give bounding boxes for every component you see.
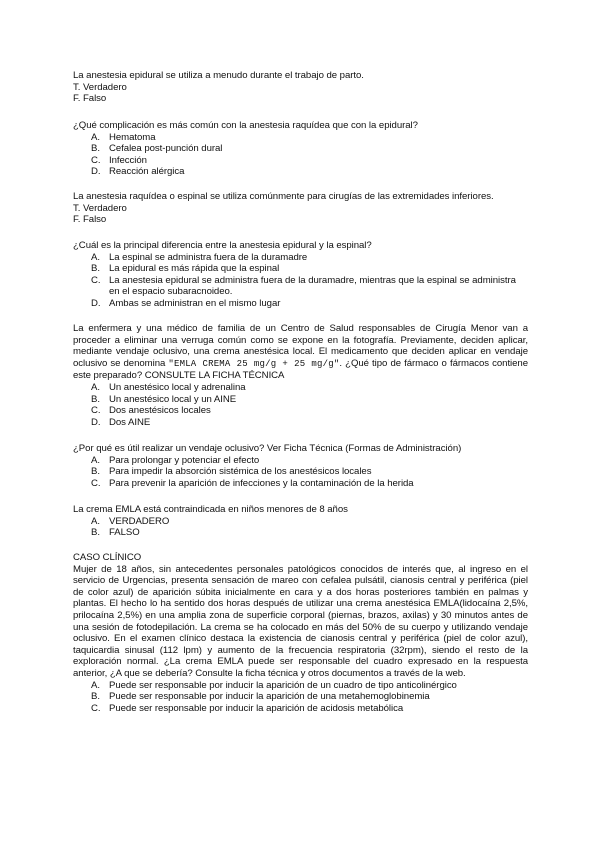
question-text: La anestesia epidural se utiliza a menudo durante el trabajo de parto. xyxy=(73,70,364,81)
option-item xyxy=(73,252,528,264)
option-letter: C. xyxy=(91,405,101,417)
option-item xyxy=(73,155,528,167)
question-text: La anestesia raquídea o espinal se utiliza comúnmente para cirugías de las extremidades inferiores. xyxy=(73,191,494,202)
option-item xyxy=(73,466,528,478)
option-letter: A. xyxy=(91,381,100,393)
option-letter: B. xyxy=(91,263,100,275)
question-3 xyxy=(73,191,528,226)
option-letter: B. xyxy=(91,527,100,539)
option-text: Un anestésico local y adrenalina xyxy=(109,381,246,393)
case-heading: CASO CLÍNICO xyxy=(73,552,142,563)
option-text: Cefalea post-punción dural xyxy=(109,143,223,155)
question-4 xyxy=(73,240,528,310)
option-item xyxy=(73,478,528,490)
option-text: Un anestésico local y un AINE xyxy=(109,393,237,405)
option-item xyxy=(73,166,528,178)
question-6 xyxy=(73,443,528,489)
option-letter: A. xyxy=(91,679,100,691)
option-letter: B. xyxy=(91,691,100,703)
option-true: T. Verdadero xyxy=(73,81,127,93)
option-text: Puede ser responsable por inducir la aparición de un cuadro de tipo anticolinérgico xyxy=(109,679,457,691)
option-list xyxy=(73,382,528,428)
option-text: VERDADERO xyxy=(109,515,170,527)
option-text: Puede ser responsable por inducir la aparición de una metahemoglobinemia xyxy=(109,691,430,703)
option-letter: C. xyxy=(91,274,101,286)
option-text: La anestesia epidural se administra fuera de la duramadre, mientras que la espinal se administra en el espacio subaracnoideo. xyxy=(109,274,516,298)
option-true: T. Verdadero xyxy=(73,202,127,214)
option-text: La espinal se administra fuera de la duramadre xyxy=(109,251,308,263)
option-list xyxy=(73,252,528,310)
option-text: FALSO xyxy=(109,527,140,539)
question-5 xyxy=(73,323,528,428)
drug-name: "EMLA CREMA 25 mg/g + 25 mg/g" xyxy=(168,358,340,369)
option-letter: B. xyxy=(91,466,100,478)
option-item xyxy=(73,298,528,310)
option-list xyxy=(73,516,528,539)
option-text: Ambas se administran en el mismo lugar xyxy=(109,297,281,309)
option-text: Infección xyxy=(109,154,147,166)
option-list xyxy=(73,132,528,178)
clinical-case xyxy=(73,552,528,714)
question-text: La crema EMLA está contraindicada en niños menores de 8 años xyxy=(73,504,348,515)
option-text: Dos AINE xyxy=(109,416,151,428)
option-text: Reacción alérgica xyxy=(109,166,185,178)
option-item xyxy=(73,143,528,155)
option-list xyxy=(73,455,528,490)
question-7 xyxy=(73,504,528,539)
question-text-part-1: La enfermera y una médico de familia de un Centro de Salud responsables de Cirugía Menor van a proceder a eliminar una verruga común como se expone en la fotografía. Previamente, deciden aplicar, mediante vendaje oclusivo, una crema anestésica local. El medicamento que deciden aplicar en vendaje oclusivo se denomina xyxy=(73,323,528,369)
option-letter: A. xyxy=(91,454,100,466)
option-letter: B. xyxy=(91,393,100,405)
option-item xyxy=(73,394,528,406)
option-false: F. Falso xyxy=(73,93,107,105)
question-text: ¿Cuál es la principal diferencia entre la anestesia epidural y la espinal? xyxy=(73,240,372,251)
option-text: Para prevenir la aparición de infecciones y la contaminación de la herida xyxy=(109,477,414,489)
option-text: Puede ser responsable por inducir la aparición de acidosis metabólica xyxy=(109,702,404,714)
option-item xyxy=(73,417,528,429)
option-item xyxy=(73,516,528,528)
case-text: Mujer de 18 años, sin antecedentes personales patológicos conocidos de interés que, al ingreso en el servicio de Urgencias, presenta sensación de mareo con cefalea pulsátil, cianosis central y periférica (piel de color azul) de aparición súbita inicialmente en cara y a dos horas posteriores también en palmas y plantas. El hecho lo ha sentido dos horas después de utilizar una crema anestésica EMLA(lidocaína 2,5%, prilocaína 2,5%) en una amplia zona de superficie corporal (piernas, brazos, axilas) y 30 minutos antes de una sesión de fotodepilación. La crema se ha colocado en más del 50% de su cuerpo y utilizando vendaje oclusivo. En el examen clínico destaca la existencia de cianosis central y periférica (piel de color azul), taquicardia sinusal (112 lpm) y aumento de la frecuencia respiratoria (32rpm), siendo el resto de la exploración normal. ¿La crema EMLA puede ser responsable del cuadro expresado en la respuesta anterior, ¿A que se debería? Consulte la ficha técnica y otros documentos a través de la web. xyxy=(73,563,528,679)
question-text: ¿Qué complicación es más común con la anestesia raquídea que con la epidural? xyxy=(73,120,418,131)
option-item xyxy=(73,680,528,692)
option-false: F. Falso xyxy=(73,214,107,226)
option-item xyxy=(73,691,528,703)
option-item xyxy=(73,382,528,394)
option-item xyxy=(73,263,528,275)
option-text: Dos anestésicos locales xyxy=(109,405,211,417)
option-letter: C. xyxy=(91,702,101,714)
option-letter: D. xyxy=(91,166,101,178)
question-text-part-2: . ¿Qué tipo de fármaco o fármacos contiene este preparado? CONSULTE LA FICHA TÉCNICA xyxy=(73,357,528,382)
option-letter: B. xyxy=(91,143,100,155)
option-item xyxy=(73,527,528,539)
option-text: La epidural es más rápida que la espinal xyxy=(109,263,280,275)
option-item xyxy=(73,455,528,467)
question-2 xyxy=(73,120,528,178)
option-letter: A. xyxy=(91,131,100,143)
option-text: Hematoma xyxy=(109,131,156,143)
option-letter: C. xyxy=(91,154,101,166)
option-letter: D. xyxy=(91,416,101,428)
option-item xyxy=(73,703,528,715)
option-text: Para prolongar y potenciar el efecto xyxy=(109,454,260,466)
option-letter: A. xyxy=(91,515,100,527)
option-item xyxy=(73,275,528,298)
option-letter: D. xyxy=(91,297,101,309)
question-text xyxy=(73,323,528,382)
option-item xyxy=(73,405,528,417)
option-letter: A. xyxy=(91,251,100,263)
question-1 xyxy=(73,70,528,105)
option-letter: C. xyxy=(91,477,101,489)
option-list xyxy=(73,680,528,715)
question-text: ¿Por qué es útil realizar un vendaje oclusivo? Ver Ficha Técnica (Formas de Administración) xyxy=(73,443,462,454)
option-item xyxy=(73,132,528,144)
option-text: Para impedir la absorción sistémica de los anestésicos locales xyxy=(109,466,372,478)
